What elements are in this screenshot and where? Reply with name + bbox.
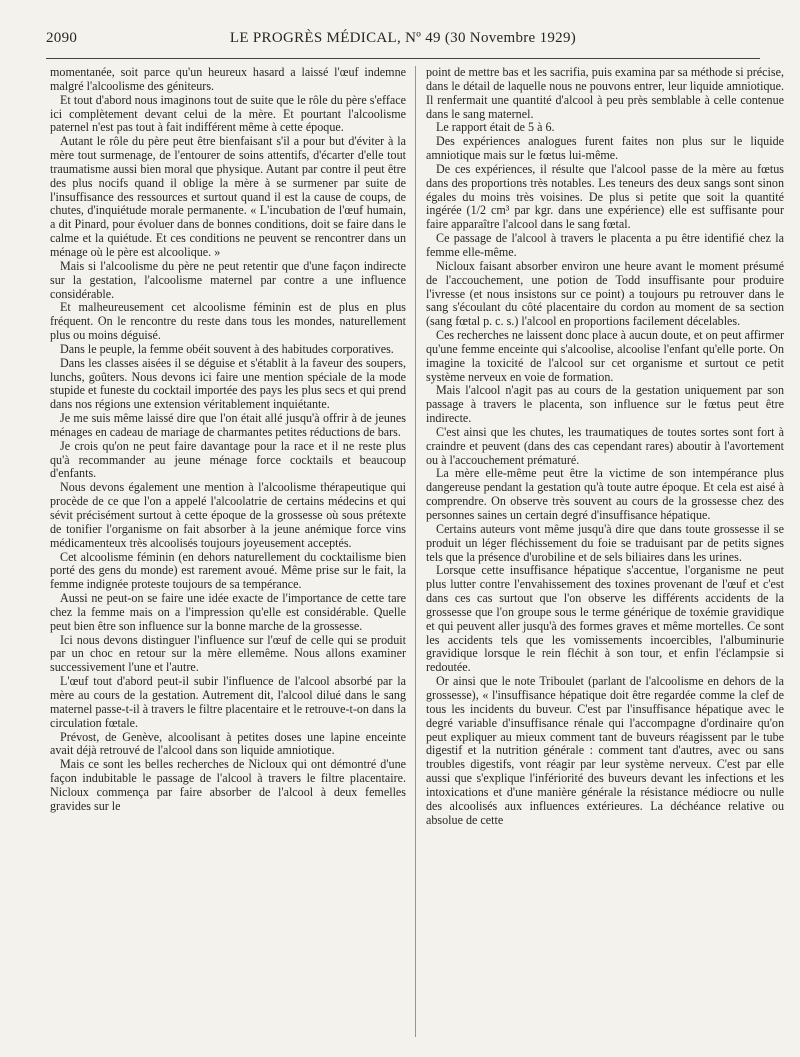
paragraph: Cet alcoolisme féminin (en dehors naturellement du cocktailisme bien porté des gens du monde) est rarement avoué. Même prise sur le fait, la femme indignée proteste toujours de sa tempérance. [50,549,406,592]
paragraph: La mère elle-même peut être la victime de son intempérance plus dangereuse pendant la gestation qu'à toute autre époque. Et cela est aisé à comprendre. On observe très souvent au cours de la grossesse chez des personnes saines un certain degré d'insuffisance hépatique. [426,466,784,522]
paragraph: Lorsque cette insuffisance hépatique s'accentue, l'organisme ne peut plus lutter contre l'envahissement des toxines provenant de l'œuf et c'est dans ces cas surtout que l'on observe les différents accidents de la grossesse que l'on groupe sous le terme générique de toxémie gravidique et qui peuvent aller jusqu'à des formes graves et même mortelles. Ce sont les accidents tels que les vomissements incoercibles, l'albuminurie gravidique lorsque le rein fléchit à son tour, et enfin l'éclampsie si redoutée. [426,563,784,675]
paragraph: momentanée, soit parce qu'un heureux hasard a laissé l'œuf indemne malgré l'alcoolisme des géniteurs. [50,66,406,93]
paragraph: Or ainsi que le note Triboulet (parlant de l'alcoolisme en dehors de la grossesse), « l'insuffisance hépatique doit être regardée comme la clef de tous les incidents du buveur. C'est par l'insuffisance hépatique avec le degré variable d'insuffisance rénale qui l'accompagne d'ordinaire qu'on peut expliquer au mieux comment tant de buveurs réagissent par le tube digestif et la nutrition générale : comment tant d'autres, avec ou sans troubles digestifs, vont réagir par leur système nerveux. C'est par elle aussi que s'explique l'infériorité des buveurs devant les infections et les intoxications et d'une manière générale la résistance médiocre ou nulle des alcoolisés aux influences extérieures. La déchéance relative ou absolue de cette [426,674,784,827]
paragraph: De ces expériences, il résulte que l'alcool passe de la mère au fœtus dans des proportions très notables. Les teneurs des deux sangs sont sinon égales du moins très voisines. De plus si petite que soit la quantité ingérée (1/2 cm³ par kgr. dans une expérience) elle est suffisante pour faire apparaître l'alcool dans le sang fœtal. [426,161,784,232]
right-column [426,66,784,1045]
paragraph: Et tout d'abord nous imaginons tout de suite que le rôle du père s'efface ici complètement devant celui de la mère. Et pourtant l'alcoolisme paternel n'est pas tout à fait indifférent même à cette époque. [50,92,406,135]
paragraph: Ici nous devons distinguer l'influence sur l'œuf de celle qui se produit par un choc en retour sur la mère ellemême. Nous allons examiner successivement l'une et l'autre. [50,632,406,675]
paragraph: Dans les classes aisées il se déguise et s'établit à la faveur des soupers, lunchs, goûters. Nous devons ici faire une mention spéciale de la mode stupide et funeste du cocktail importée des pays les plus secs et qui prend dans nos régions une extension véritablement inquiétante. [50,355,406,412]
paragraph: Nous devons également une mention à l'alcoolisme thérapeutique qui procède de ce que l'on a appelé l'alcoolatrie de certains médecins et qui sévit précisément surtout à cette époque de la grossesse où sous prétexte de tonifier l'organisme on fait absorber à la jeune anémique force vins médicamenteux très alcoolisés toujours joyeusement acceptés. [50,480,406,550]
paragraph: Autant le rôle du père peut être bienfaisant s'il a pour but d'éviter à la mère tout surmenage, de l'entourer de soins attentifs, d'écarter d'elle tout traumatisme aussi bien moral que physique. Autant par contre il peut être des plus nocifs quand il oblige la mère à se surmener par suite de l'insuffisance des ressources et surtout quand il est la cause de coups, de chutes, d'inquiétude morale permanente. « L'incubation de l'œuf humain, a dit Pinard, pour évoluer dans de bonnes conditions, doit se faire dans le calme et la quiétude. Et ces conditions ne peuvent se rencontrer dans un ménage où le père est alcoolique. » [50,134,406,259]
header-rule [46,58,760,59]
paragraph: Le rapport était de 5 à 6. [436,120,555,135]
paragraph: Dans le peuple, la femme obéit souvent à des habitudes corporatives. [60,341,394,356]
left-column [50,66,406,1045]
paragraph: Ce passage de l'alcool à travers le placenta a pu être identifié chez la femme elle-même. [426,231,784,259]
paragraph: Ces recherches ne laissent donc place à aucun doute, et on peut affirmer qu'une femme enceinte qui s'alcoolise, alcoolise l'enfant qu'elle porte. On imagine la toxicité de l'alcool sur cet organisme et surtout ce petit système nerveux en voie de formation. [426,328,784,384]
paragraph: Mais ce sont les belles recherches de Nicloux qui ont démontré d'une façon indubitable le passage de l'alcool à travers le filtre placentaire. Nicloux commença par faire absorber de l'alcool à deux femelles gravides sur le [50,757,406,813]
journal-title: LE PROGRÈS MÉDICAL, Nº 49 (30 Novembre 1929) [229,30,577,46]
paragraph: Des expériences analogues furent faites non plus sur le liquide amniotique mais sur le fœtus lui-même. [426,134,784,163]
paragraph: Mais si l'alcoolisme du père ne peut retentir que d'une façon indirecte sur la gestation, l'alcoolisme maternel par contre a une influence considérable. [50,258,406,301]
paragraph: point de mettre bas et les sacrifia, puis examina par sa méthode si précise, dans le détail de laquelle nous ne pouvons entrer, leur liquide amniotique. Il renfermait une quantité d'alcool à peu près semblable à celle contenue dans le sang maternel. [426,66,784,121]
paragraph: C'est ainsi que les chutes, les traumatiques de toutes sortes sont fort à craindre et peuvent (dans des cas cependant rares) aboutir à l'avortement ou à l'accouchement prématuré. [426,424,784,467]
paragraph: Aussi ne peut-on se faire une idée exacte de l'importance de cette tare chez la femme mais on a l'impression qu'elle est considérable. Quelle peut bien être son influence sur la bonne marche de la grossesse. [50,591,406,633]
paragraph: Et malheureusement cet alcoolisme féminin est de plus en plus fréquent. On le rencontre du reste dans tous les mondes, naturellement plus ou moins déguisé. [50,300,406,343]
paragraph: Mais l'alcool n'agit pas au cours de la gestation uniquement par son passage à travers le placenta, son influence sur le fœtus peut être indirecte. [426,383,784,426]
paragraph: Prévost, de Genève, alcoolisant à petites doses une lapine enceinte avait déjà retrouvé de l'alcool dans son liquide amniotique. [50,729,406,758]
page-header [46,30,760,52]
paragraph: Je me suis même laissé dire que l'on était allé jusqu'à offrir à de jeunes ménages en cadeau de mariage de charmantes petites réductions de bars. [50,411,406,439]
paragraph: Je crois qu'on ne peut faire davantage pour la race et il ne reste plus qu'à recommander au jeune ménage force cocktails et beaucoup d'enfants. [50,438,406,481]
paragraph: Certains auteurs vont même jusqu'à dire que dans toute grossesse il se produit un léger fléchissement du foie se traduisant par de petits signes tels que la présence d'urobiline et de sels biliaires dans les urines. [426,521,784,564]
paragraph: Nicloux faisant absorber environ une heure avant le moment présumé de l'accouchement, une potion de Todd insuffisante pour produire l'ivresse (et nous insistons sur ce point) a toujours pu retrouver dans le sang s'écoulant du côté placentaire du cordon au moment de sa section (sang fœtal p. c. s.) l'alcool en proportions facilement décelables. [426,258,784,329]
page-number: 2090 [46,30,78,46]
column-divider [415,66,416,1037]
paragraph: L'œuf tout d'abord peut-il subir l'influence de l'alcool absorbé par la mère au cours de la gestation. Autrement dit, l'alcool dilué dans le sang maternel passe-t-il à travers le filtre placentaire et le retrouve-t-on dans la circulation fœtale. [50,674,406,730]
